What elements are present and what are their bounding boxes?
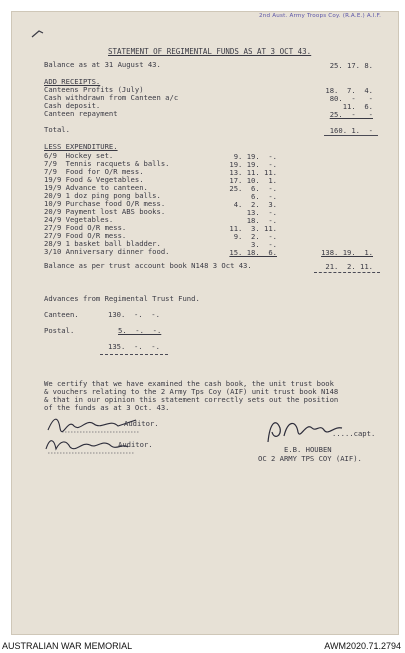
certification-line: & that in our opinion this statement correctly sets out the position — [44, 395, 339, 404]
total-amount: 160. 1. - — [329, 126, 373, 135]
certification-line: We certify that we have examined the cash book, the unit trust book — [44, 379, 334, 388]
footer-institution: AUSTRALIAN WAR MEMORIAL — [2, 641, 133, 651]
expense-amount: 6. -. — [251, 192, 277, 201]
receipt-amount: 25. - - — [329, 110, 373, 119]
expenditure-heading: LESS EXPENDITURE. — [44, 142, 118, 151]
expense-amount: 9. 19. -. — [233, 152, 277, 161]
receipt-amount: 18. 7. 4. — [325, 86, 373, 95]
receipt-label: Canteens Profits (July) — [44, 85, 144, 94]
advance-amount: 130. -. -. — [108, 310, 160, 319]
expense-label: 3/10 Anniversary dinner food. — [44, 247, 170, 256]
auditor-label: Auditor. — [118, 440, 153, 449]
balance-amount: 25. 17. 8. — [329, 61, 373, 70]
expense-amount: 3. -. — [251, 240, 277, 249]
receipt-amount: 80. - - — [329, 94, 373, 103]
ink-mark — [30, 28, 46, 40]
expense-label: 20/9 Payment lost ABS books. — [44, 207, 166, 216]
expense-label: 7/9 Food for O/R mess. — [44, 167, 144, 176]
trust-balance-amount: 21. 2. 11. — [325, 262, 373, 271]
auditor-label: Auditor. — [124, 419, 159, 428]
receipt-amount: 11. 6. — [342, 102, 373, 111]
certification-line: of the funds as at 3 Oct. 43. — [44, 403, 170, 412]
footer-accession: AWM2020.71.2794 — [324, 641, 401, 651]
expense-amount: 11. 3. 11. — [229, 224, 277, 233]
expense-label: 20/9 1 doz ping pong balls. — [44, 191, 161, 200]
balance-label: Balance as at 31 August 43. — [44, 60, 161, 69]
expense-amount: 15. 18. 6. — [229, 248, 277, 257]
total-underline — [324, 135, 378, 136]
double-rule — [100, 354, 168, 357]
receipt-label: Cash deposit. — [44, 101, 101, 110]
signatory-name: E.B. HOUBEN — [284, 445, 332, 454]
advances-heading: Advances from Regimental Trust Fund. — [44, 294, 200, 303]
expense-amount: 13. -. — [246, 208, 277, 217]
expense-amount: 9. 2. -. — [233, 232, 277, 241]
expense-label: 27/9 Food O/R mess. — [44, 231, 127, 240]
advance-label: Canteen. — [44, 310, 79, 319]
expense-label: 27/9 Food O/R mess. — [44, 223, 127, 232]
advances-total: 135. -. -. — [108, 342, 160, 351]
receipt-label: Canteen repayment — [44, 109, 118, 118]
expense-label: 7/9 Tennis racquets & balls. — [44, 159, 170, 168]
unit-stamp: 2nd Aust. Army Troops Coy. (R.A.E.) A.I.F. — [259, 13, 382, 19]
expense-amount: 4. 2. 3. — [233, 200, 277, 209]
advance-amount: 5. -. -. — [118, 326, 162, 335]
expense-label: 19/9 Advance to canteen. — [44, 183, 148, 192]
receipt-label: Cash withdrawn from Canteen a/c — [44, 93, 179, 102]
advance-label: Postal. — [44, 326, 75, 335]
expense-label: 19/9 Food & Vegetables. — [44, 175, 144, 184]
certification-line: & vouchers relating to the 2 Army Tps Coy (AIF) unit trust book N148 — [44, 387, 339, 396]
add-receipts-heading: ADD RECEIPTS. — [44, 77, 101, 86]
expense-label: 28/9 1 basket ball bladder. — [44, 239, 161, 248]
expense-amount: 19. 19. -. — [229, 160, 277, 169]
archive-footer — [0, 641, 405, 653]
trust-balance-label: Balance as per trust account book N148 3 Oct 43. — [44, 261, 252, 270]
expense-amount: 13. 11. 11. — [229, 168, 277, 177]
expense-amount: 18. -. — [246, 216, 277, 225]
capt-label: .....capt. — [332, 429, 376, 438]
page-title: STATEMENT OF REGIMENTAL FUNDS AS AT 3 OCT 43. — [108, 47, 312, 56]
expense-amount: 17. 10. 1. — [229, 176, 277, 185]
signatory-unit: OC 2 ARMY TPS COY (AIF). — [258, 454, 362, 463]
expenditure-total: 138. 19. 1. — [321, 248, 373, 257]
total-label: Total. — [44, 125, 70, 134]
double-rule — [314, 272, 380, 275]
expense-label: 6/9 Hockey set. — [44, 151, 114, 160]
expense-label: 24/9 Vegetables. — [44, 215, 114, 224]
expense-amount: 25. 6. -. — [229, 184, 277, 193]
expense-label: 10/9 Purchase food O/R mess. — [44, 199, 166, 208]
